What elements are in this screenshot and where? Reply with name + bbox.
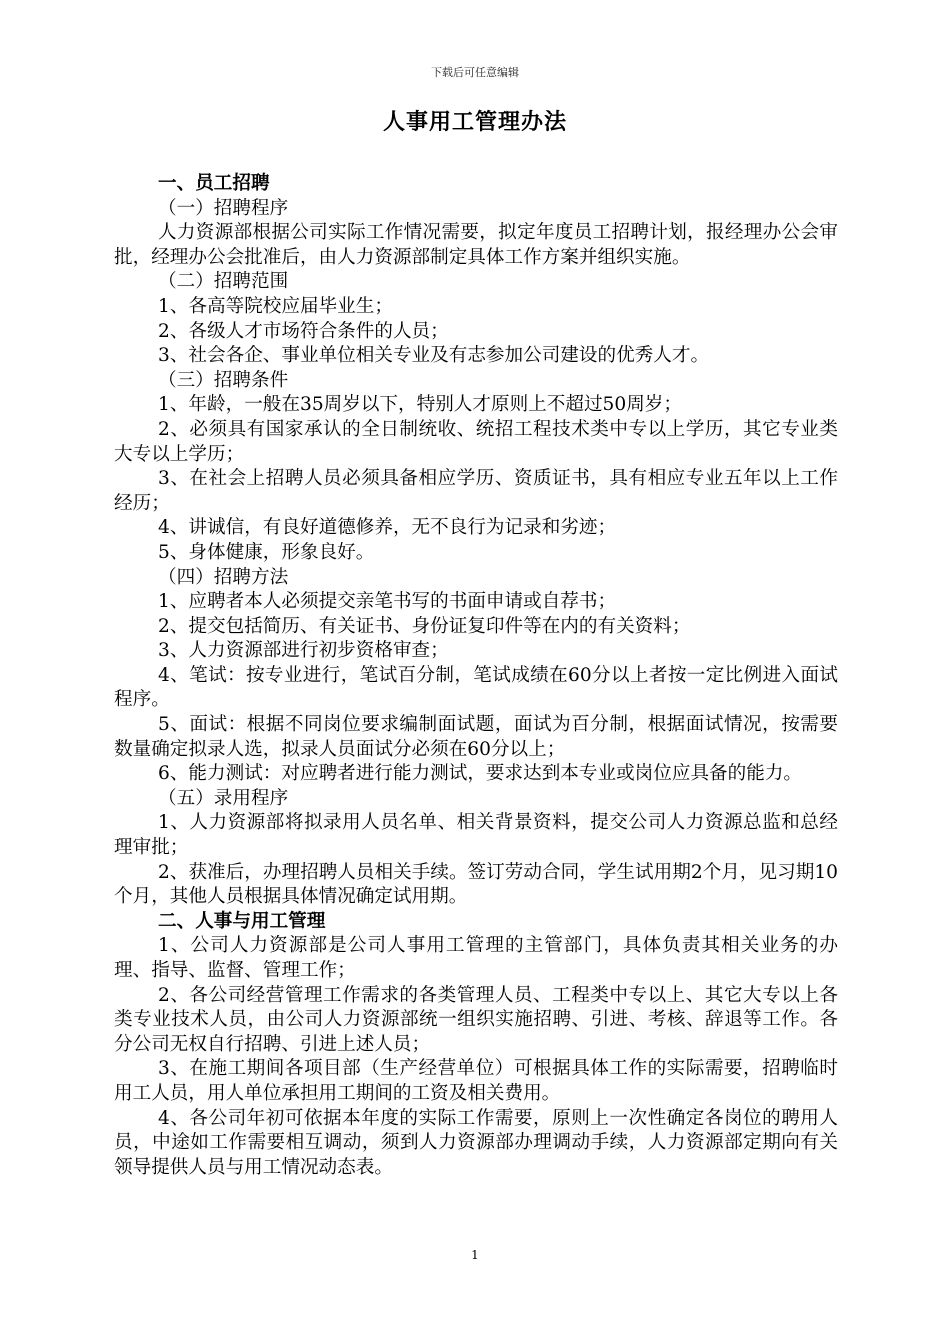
section-heading: 一、员工招聘 xyxy=(158,173,270,194)
list-item: 3、社会各企、事业单位相关专业及有志参加公司建设的优秀人才。 xyxy=(158,345,710,367)
list-item: 3、在施工期间各项目部（生产经营单位）可根据具体工作的实际需要，招聘临时用工人员，用人单位承担用工期间的工资及相关费用。 xyxy=(114,1058,838,1104)
list-item: 4、笔试：按专业进行，笔试百分制，笔试成绩在60分以上者按一定比例进入面试程序。 xyxy=(114,664,838,711)
list-item: 1、各高等院校应届毕业生； xyxy=(158,295,393,317)
list-item: 1、年龄，一般在35周岁以下，特别人才原则上不超过50周岁； xyxy=(158,394,682,416)
document-body xyxy=(114,172,838,1180)
list-item: 1、公司人力资源部是公司人事用工管理的主管部门，具体负责其相关业务的办理、指导、监督、管理工作； xyxy=(114,935,838,981)
list-item: 5、面试：根据不同岗位要求编制面试题，面试为百分制，根据面试情况，按需要数量确定拟录人选，拟录人员面试分必须在60分以上； xyxy=(114,714,838,760)
paragraph: 人力资源部根据公司实际工作情况需要，拟定年度员工招聘计划，报经理办公会审批，经理办公会批准后，由人力资源部制定具体工作方案并组织实施。 xyxy=(114,222,838,268)
list-item: 3、在社会上招聘人员必须具备相应学历、资质证书，具有相应专业五年以上工作经历； xyxy=(114,468,838,514)
list-item: 5、身体健康，形象良好。 xyxy=(158,541,375,563)
subsection-heading: （一）招聘程序 xyxy=(158,197,289,219)
document-title: 人事用工管理办法 xyxy=(382,109,567,135)
list-item: 2、获准后，办理招聘人员相关手续。签订劳动合同，学生试用期2个月，见习期10个月，其他人员根据具体情况确定试用期。 xyxy=(114,861,838,908)
list-item: 2、各级人才市场符合条件的人员； xyxy=(158,320,449,342)
subsection-heading: （四）招聘方法 xyxy=(158,566,289,588)
subsection-heading: （二）招聘范围 xyxy=(158,271,289,293)
page-number: 1 xyxy=(471,1248,479,1262)
list-item: 2、提交包括简历、有关证书、身份证复印件等在内的有关资料； xyxy=(158,615,691,637)
section-heading: 二、人事与用工管理 xyxy=(158,910,326,932)
subsection-heading: （三）招聘条件 xyxy=(158,369,289,391)
list-item: 3、人力资源部进行初步资格审查； xyxy=(158,640,449,662)
list-item: 1、应聘者本人必须提交亲笔书写的书面申请或自荐书； xyxy=(158,591,617,613)
list-item: 2、各公司经营管理工作需求的各类管理人员、工程类中专以上、其它大专以上各类专业技术人员，由公司人力资源部统一组织实施招聘、引进、考核、辞退等工作。各分公司无权自行招聘、引进上述人员； xyxy=(114,984,838,1055)
header-note: 下载后可任意编辑 xyxy=(431,66,519,79)
list-item: 4、讲诚信，有良好道德修养，无不良行为记录和劣迹； xyxy=(158,517,617,539)
list-item: 4、各公司年初可依据本年度的实际工作需要，原则上一次性确定各岗位的聘用人员，中途如工作需要相互调动，须到人力资源部办理调动手续，人力资源部定期向有关领导提供人员与用工情况动态表。 xyxy=(114,1107,838,1178)
list-item: 2、必须具有国家承认的全日制统收、统招工程技术类中专以上学历，其它专业类大专以上学历； xyxy=(114,418,838,465)
list-item: 1、人力资源部将拟录用人员名单、相关背景资料，提交公司人力资源总监和总经理审批； xyxy=(114,812,838,859)
list-item: 6、能力测试：对应聘者进行能力测试，要求达到本专业或岗位应具备的能力。 xyxy=(158,763,803,785)
subsection-heading: （五）录用程序 xyxy=(158,787,289,809)
